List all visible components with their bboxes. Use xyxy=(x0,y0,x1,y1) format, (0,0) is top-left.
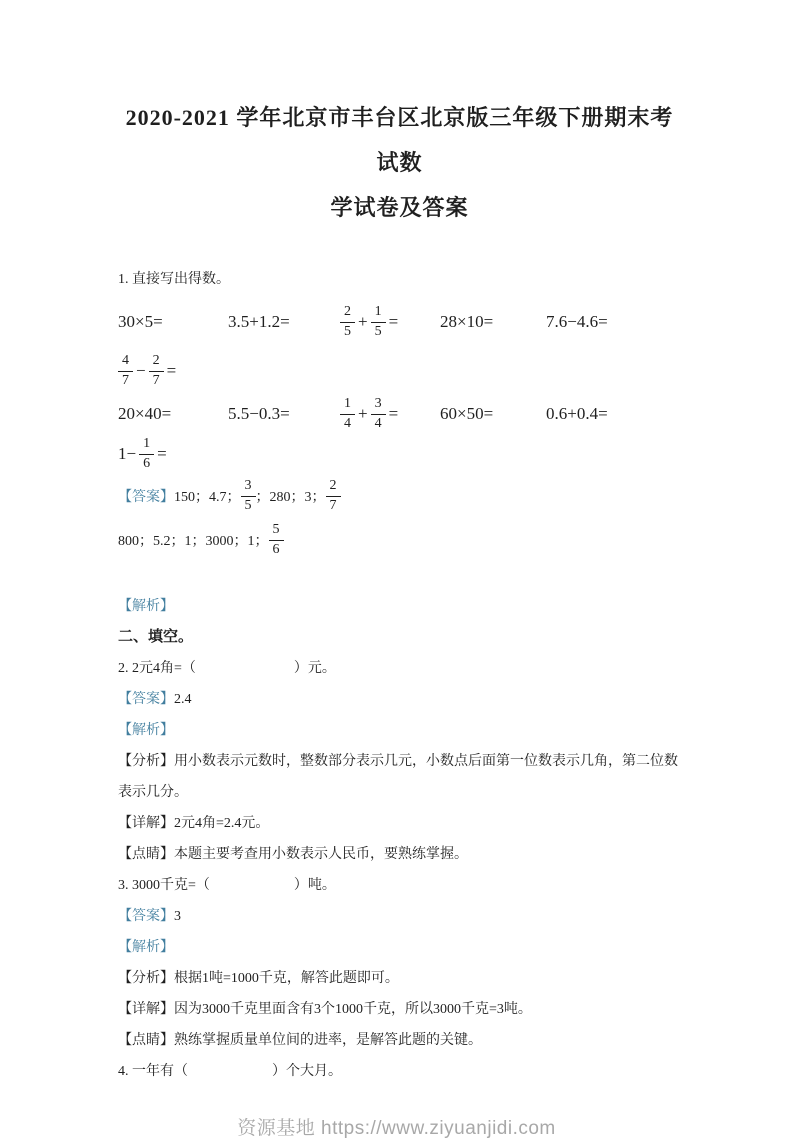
equals-sign: = xyxy=(157,444,167,463)
fraction-numerator: 2 xyxy=(340,303,355,323)
fraction-numerator: 1 xyxy=(371,303,386,323)
leading-term: 1− xyxy=(118,444,137,463)
fraction-denominator: 5 xyxy=(374,323,382,339)
q3-analysis-line xyxy=(118,932,681,963)
expression-7-6-minus-4-6: 7.6−4.6= xyxy=(546,312,608,331)
q1-expression-row-2 xyxy=(118,349,681,393)
analysis-label: 【解析】 xyxy=(118,940,174,955)
fraction-denominator: 6 xyxy=(143,455,151,471)
q2-analysis-text: 【分析】用小数表示元数时，整数部分表示几元，小数点后面第一位数表示几角，第二位数表示几分。 xyxy=(118,754,678,800)
q2-analysis-line xyxy=(118,715,681,746)
fraction-denominator: 6 xyxy=(272,541,280,557)
analysis-label: 【解析】 xyxy=(118,723,174,738)
q1-expression-row-3 xyxy=(118,393,681,435)
fraction-numerator: 3 xyxy=(371,395,386,415)
fraction xyxy=(118,352,133,391)
answer-label: 【答案】 xyxy=(118,490,174,505)
answer-value: 3 xyxy=(174,909,181,924)
expression-60x50: 60×50= xyxy=(440,404,494,423)
fraction-denominator: 7 xyxy=(152,372,160,388)
title-line-2: 学试卷及答案 xyxy=(330,195,469,220)
fraction-denominator: 7 xyxy=(329,497,337,513)
fraction xyxy=(340,303,355,342)
fraction-numerator: 2 xyxy=(149,352,164,372)
answer-value: 2.4 xyxy=(174,692,192,707)
equals-sign: = xyxy=(388,404,399,423)
fraction xyxy=(371,303,386,342)
q3-detail-text: 【详解】因为3000千克里面含有3个1000千克，所以3000千克=3吨。 xyxy=(118,1002,532,1017)
q2-answer-line xyxy=(118,684,681,715)
expression-4-7-minus-2-7 xyxy=(118,352,176,391)
fraction xyxy=(139,435,154,474)
fraction-numerator: 1 xyxy=(139,435,154,455)
fraction-denominator: 5 xyxy=(344,323,351,339)
answer-values: ；280；3； xyxy=(255,490,326,505)
fraction-denominator: 4 xyxy=(344,415,351,431)
fraction-numerator: 4 xyxy=(118,352,133,372)
expression-5-5-minus-0-3: 5.5−0.3= xyxy=(228,404,290,423)
fraction-numerator: 5 xyxy=(269,521,284,541)
q2-detail-text: 【详解】2元4角=2.4元。 xyxy=(118,816,270,831)
question-3-text: 3. 3000千克=（ ）吨。 xyxy=(118,878,336,893)
answer-values: 150；4.7； xyxy=(174,490,241,505)
operator-plus: + xyxy=(358,312,368,331)
fraction-denominator: 4 xyxy=(374,415,382,431)
title-line-1: 2020-2021 学年北京市丰台区北京版三年级下册期末考试数 xyxy=(125,105,674,175)
document-title xyxy=(118,95,681,230)
q3-tip-text: 【点睛】熟练掌握质量单位间的进率，是解答此题的关键。 xyxy=(118,1033,482,1048)
expression-2-5-plus-1-5 xyxy=(340,303,440,342)
fraction xyxy=(269,521,284,560)
answer-label: 【答案】 xyxy=(118,909,174,924)
q3-answer-line xyxy=(118,901,681,932)
answer-label: 【答案】 xyxy=(118,692,174,707)
footer-watermark: 资源基地 https://www.ziyuanjidi.com xyxy=(237,1118,556,1139)
q1-answer-line-1 xyxy=(118,473,681,519)
question-4-text: 4. 一年有（ ）个大月。 xyxy=(118,1064,342,1079)
fraction-denominator: 7 xyxy=(122,372,129,388)
fraction-denominator: 5 xyxy=(244,497,252,513)
question-1-heading: 1. 直接写出得数。 xyxy=(118,272,230,287)
expression-1-4-plus-3-4 xyxy=(340,395,440,434)
operator-plus: + xyxy=(358,404,368,423)
operator-minus: − xyxy=(136,361,146,380)
fraction-numerator: 1 xyxy=(340,395,355,415)
q2-tip-text: 【点睛】本题主要考查用小数表示人民币，要熟练掌握。 xyxy=(118,847,468,862)
expression-0-6-plus-0-4: 0.6+0.4= xyxy=(546,404,608,423)
expression-30x5: 30×5= xyxy=(118,312,163,331)
analysis-label: 【解析】 xyxy=(118,599,174,614)
q1-expression-row-1 xyxy=(118,295,681,349)
q1-answer-line-2 xyxy=(118,519,681,561)
fraction xyxy=(241,477,256,516)
fraction-numerator: 2 xyxy=(326,477,341,497)
fraction xyxy=(149,352,164,391)
expression-3-5-plus-1-2: 3.5+1.2= xyxy=(228,312,290,331)
fraction-numerator: 3 xyxy=(241,477,256,497)
answer-values: 800；5.2；1；3000；1； xyxy=(118,534,269,549)
expression-28x10: 28×10= xyxy=(440,312,494,331)
q1-analysis-line xyxy=(118,591,681,622)
q3-analysis-text: 【分析】根据1吨=1000千克，解答此题即可。 xyxy=(118,971,399,986)
section-2-heading: 二、填空。 xyxy=(118,629,194,645)
fraction xyxy=(340,395,355,434)
equals-sign: = xyxy=(388,312,399,331)
question-2-text: 2. 2元4角=（ ）元。 xyxy=(118,661,336,676)
expression-20x40: 20×40= xyxy=(118,404,172,423)
expression-1-minus-1-6 xyxy=(118,435,167,474)
q1-expression-row-4 xyxy=(118,435,681,473)
fraction xyxy=(371,395,386,434)
fraction xyxy=(326,477,341,516)
equals-sign: = xyxy=(166,361,177,380)
